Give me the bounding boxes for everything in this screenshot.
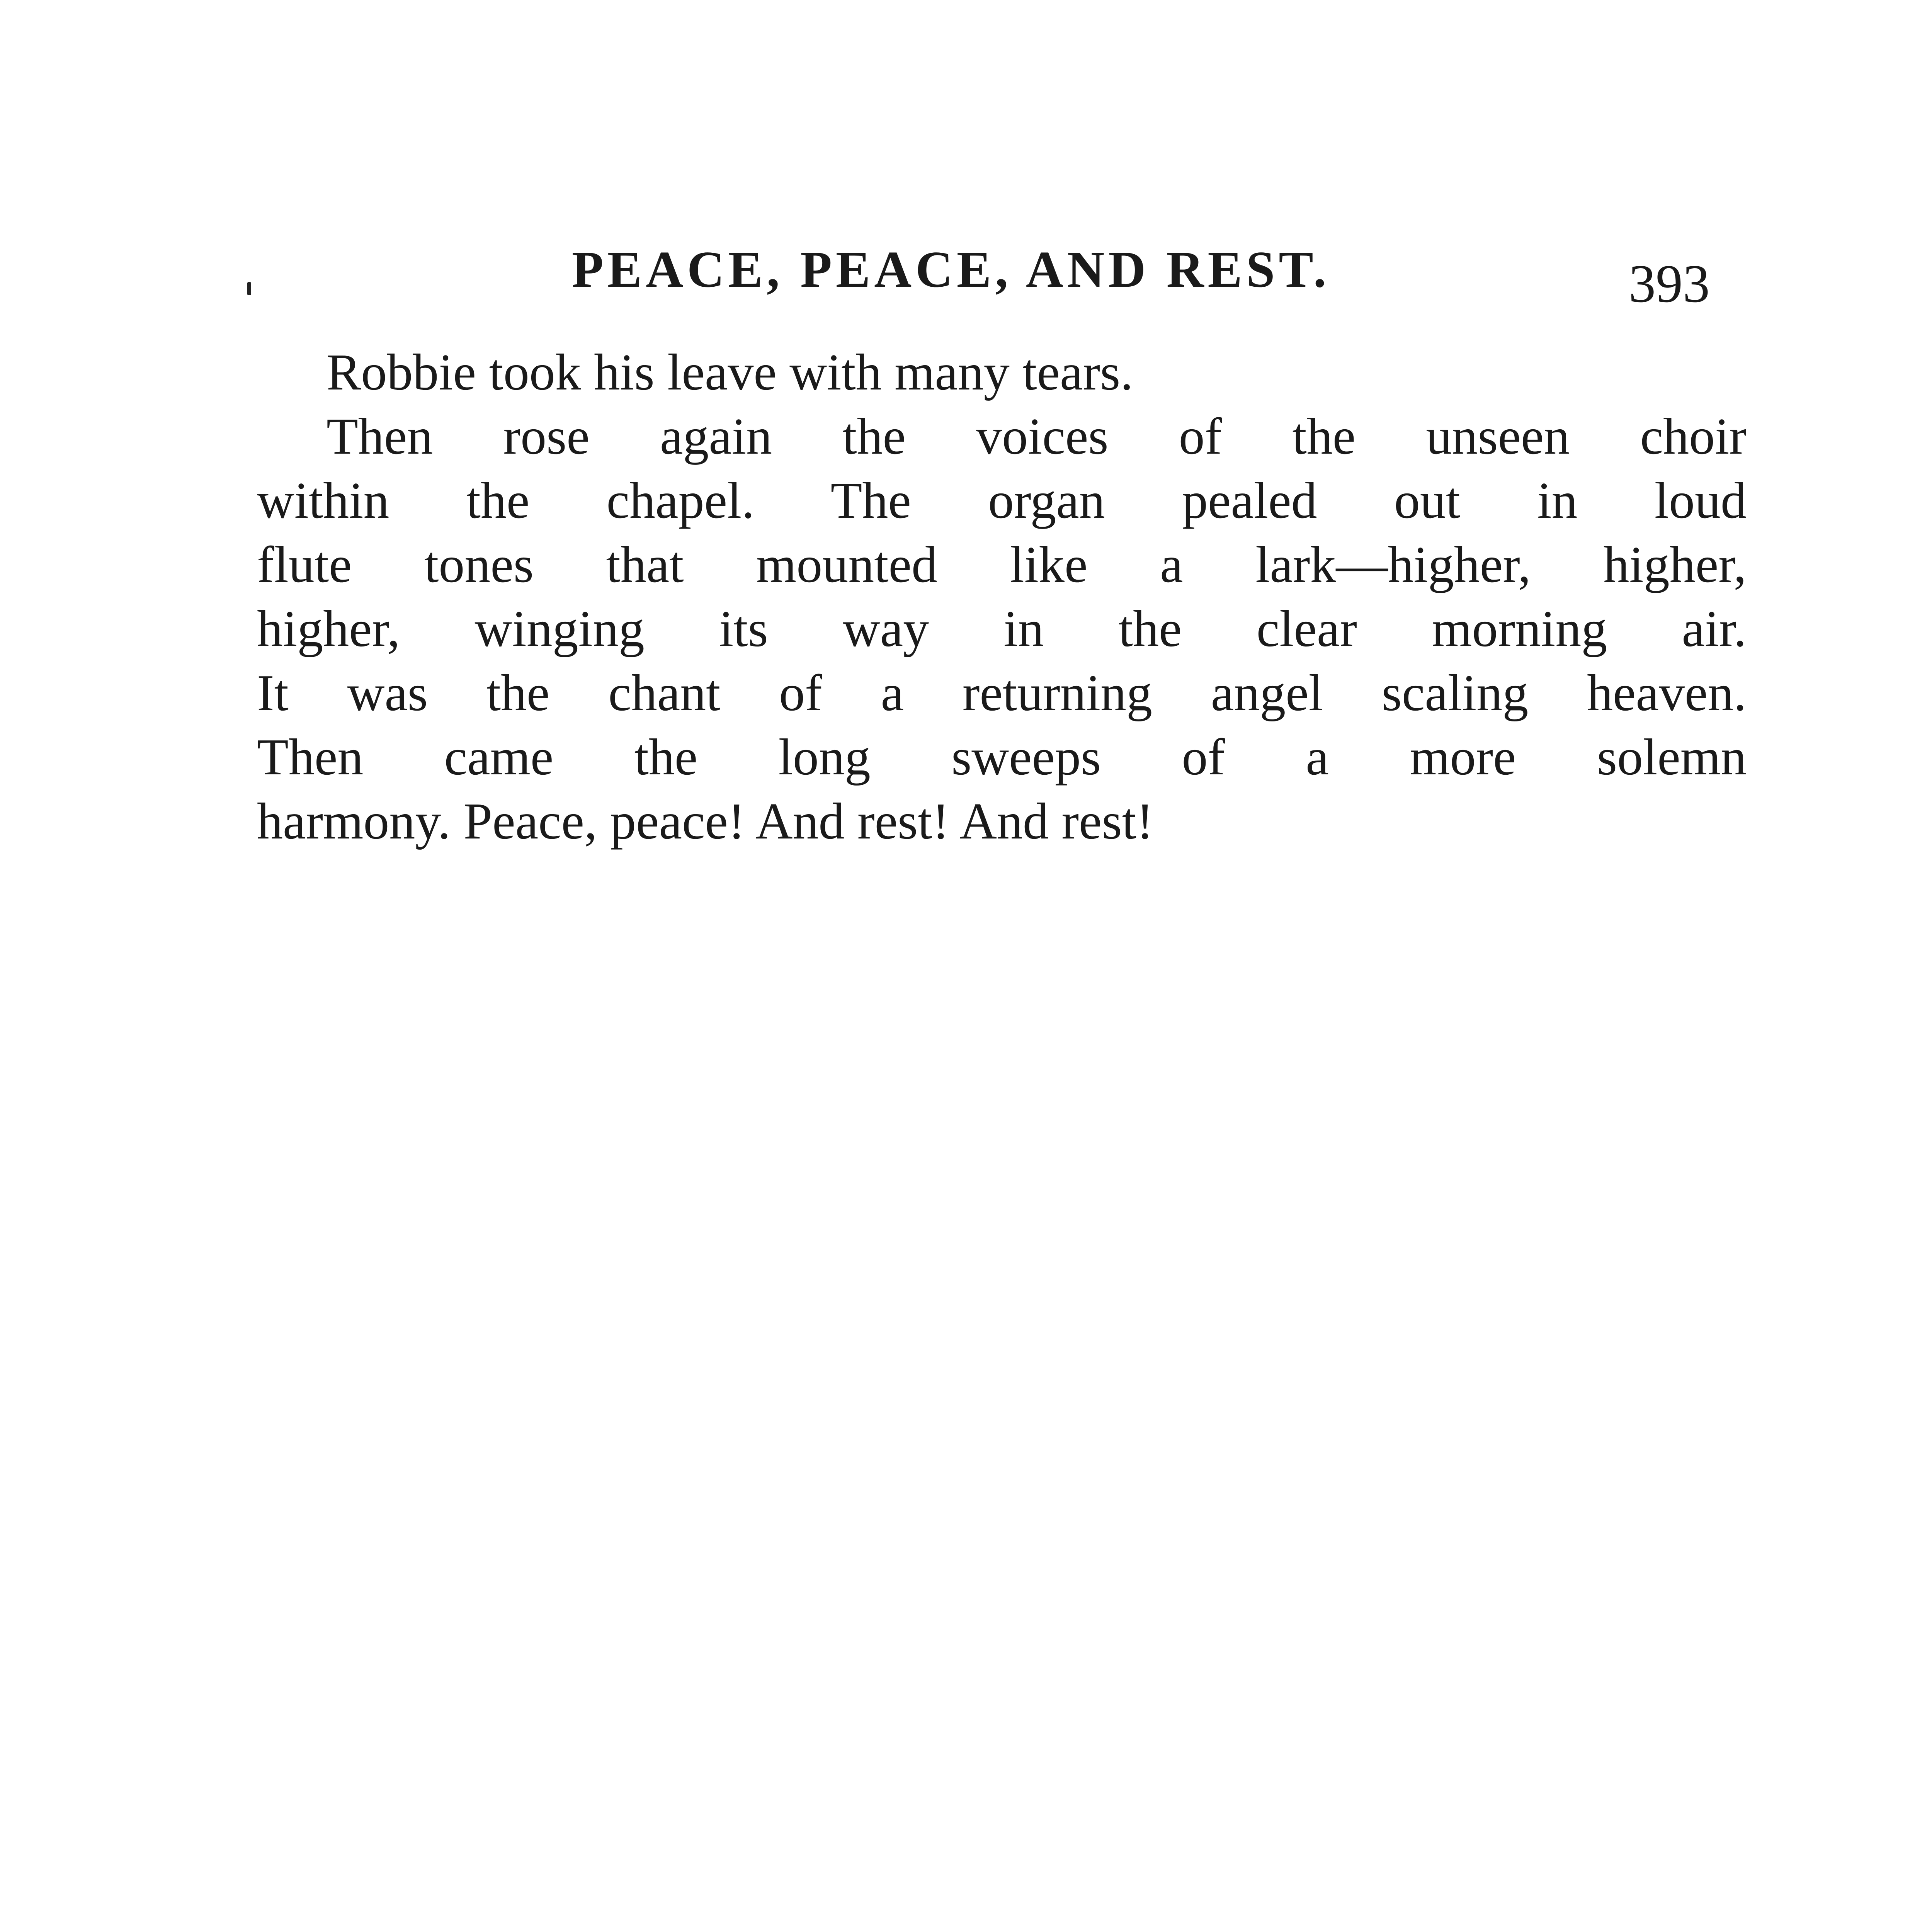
text-line: higher, winging its way in the clear morning air. [257,600,1747,657]
paragraph-2 [257,404,1747,853]
paragraph-1 [257,340,1747,404]
page-number: 393 [1629,254,1710,314]
text-line: Then rose again the voices of the unseen choir [327,408,1747,465]
stray-ink-mark [247,282,251,295]
running-head-title: PEACE, PEACE, AND REST. [572,241,1330,298]
text-line: Then came the long sweeps of a more solemn [257,728,1747,786]
text-line: harmony. Peace, peace! And rest! And rest! [257,793,1154,850]
text-line: It was the chant of a returning angel scaling heaven. [257,664,1747,721]
body-text [257,340,1747,853]
text-line: Robbie took his leave with many tears. [327,344,1133,401]
text-line: flute tones that mounted like a lark—higher, higher, [257,536,1747,593]
text-line: within the chapel. The organ pealed out in loud [257,472,1747,529]
